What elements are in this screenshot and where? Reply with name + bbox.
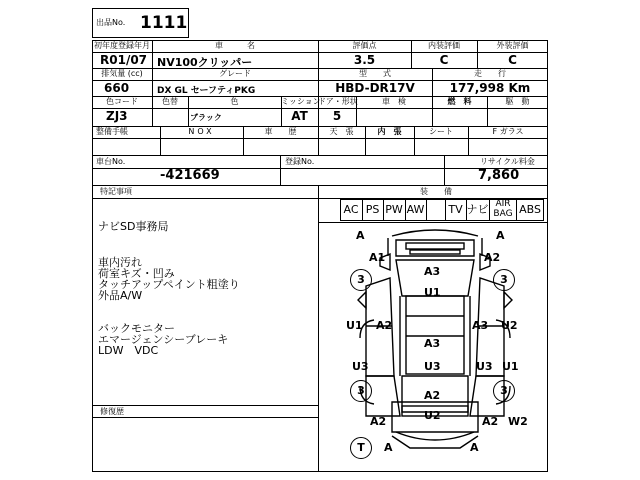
damage-mark: A — [356, 229, 365, 242]
color-label: 色 — [230, 97, 239, 106]
note-line: タッチアップペイント粗塗り — [98, 278, 240, 291]
mission-label: ミッション — [281, 97, 321, 106]
repair-history-label: 修復歴 — [100, 407, 124, 416]
fuel-label: 燃 料 — [447, 97, 472, 106]
first-registration: R01/07 — [100, 53, 148, 67]
color-change-label: 色替 — [162, 97, 178, 106]
exterior-score-label: 外装評価 — [496, 41, 529, 50]
note-line: 車内汚れ — [98, 256, 142, 269]
history-label: 車 歴 — [264, 127, 297, 136]
note-line: ナビSD事務局 — [98, 220, 169, 233]
exterior-grade: C — [508, 53, 517, 67]
model-label: 型 式 — [359, 69, 391, 78]
damage-mark: A2 — [370, 415, 387, 428]
damage-mark: A2 — [376, 319, 393, 332]
note-line: LDW VDC — [98, 344, 159, 357]
damage-mark: W2 — [508, 415, 528, 428]
damage-mark: A2 — [424, 389, 441, 402]
interior-lining-label: 内 張 — [377, 127, 402, 136]
mileage-label: 走 行 — [474, 69, 506, 78]
nox-label: NOX — [188, 127, 215, 136]
equip-tv: TV — [448, 203, 463, 216]
displacement: 660 — [104, 81, 130, 95]
damage-mark: U1 — [346, 319, 363, 332]
circled-mark: T — [350, 437, 372, 459]
chassis-label: 車台No. — [96, 157, 126, 166]
damage-mark: A — [496, 229, 505, 242]
damage-mark: A3 — [424, 337, 441, 350]
color: ブラック — [190, 113, 222, 122]
damage-mark: U1 — [502, 360, 519, 373]
model-code: HBD-DR17V — [335, 81, 415, 95]
doors: 5 — [332, 109, 342, 123]
damage-mark: A — [470, 441, 479, 454]
circled-mark: 3 — [493, 380, 515, 402]
grade: DX GL セーフティPKG — [157, 86, 256, 96]
circled-mark: 3 — [350, 269, 372, 291]
damage-mark: U2 — [424, 409, 441, 422]
equip-abs: ABS — [519, 203, 541, 216]
circled-mark: 3 — [350, 380, 372, 402]
registration-label: 登録No. — [285, 157, 315, 166]
damage-mark: U3 — [424, 360, 441, 373]
name-label: 車 名 — [215, 41, 255, 50]
manual-label: 整備手帳 — [96, 127, 128, 136]
glass-label: F ガラス — [492, 127, 524, 136]
damage-mark: U3 — [476, 360, 493, 373]
seat-label: シート — [429, 127, 453, 136]
note-line: エマージェンシーブレーキ — [98, 333, 229, 346]
damage-mark: A — [384, 441, 393, 454]
note-line: 外品A/W — [98, 289, 143, 302]
damage-mark: A2 — [482, 415, 499, 428]
ceiling-label: 天 張 — [329, 127, 354, 136]
damage-mark: U1 — [424, 286, 441, 299]
color-code: ZJ3 — [106, 109, 128, 123]
damage-mark: A1 — [369, 251, 386, 264]
car-name: NV100クリッパー — [157, 56, 253, 69]
equip-airbag: AIR BAG — [493, 199, 513, 219]
damage-mark: A2 — [484, 251, 501, 264]
damage-mark: A3 — [424, 265, 441, 278]
displacement-label: 排気量 (cc) — [101, 69, 143, 78]
notes-label: 特記事項 — [100, 187, 132, 196]
lot-label: 出品No. — [96, 18, 126, 27]
note-line: バックモニター — [98, 322, 175, 335]
inspection-label: 車 検 — [382, 97, 406, 106]
damage-mark: U2 — [501, 319, 518, 332]
chassis-number: -421669 — [160, 168, 220, 183]
lot-number: 1111 — [140, 13, 188, 33]
equip-pw: PW — [385, 203, 403, 216]
note-line: 荷室キズ・凹み — [98, 267, 175, 280]
equipment-label: 装 備 — [420, 187, 452, 196]
damage-mark: A3 — [472, 319, 489, 332]
door-shape-label: ドア・形状 — [318, 97, 358, 106]
year-label: 初年度登録年月 — [94, 41, 150, 50]
equip-ac: AC — [343, 203, 359, 216]
mileage: 177,998 Km — [449, 81, 531, 95]
drive-label: 駆 動 — [505, 97, 530, 106]
mission: AT — [291, 109, 308, 123]
color-code-label: 色コード — [106, 97, 138, 106]
evaluation-score: 3.5 — [353, 53, 376, 67]
equip-aw: AW — [406, 203, 425, 216]
interior-score-label: 内装評価 — [428, 41, 460, 50]
score-label: 評価点 — [352, 41, 377, 50]
circled-mark: 3 — [493, 269, 515, 291]
grade-label: グレード — [219, 69, 251, 78]
interior-grade: C — [439, 53, 449, 67]
equip-navi: ナビ — [466, 203, 489, 216]
recycle-label: リサイクル料金 — [480, 157, 535, 166]
recycle-fee: 7,860 — [478, 168, 520, 183]
damage-mark: U3 — [352, 360, 369, 373]
equip-ps: PS — [365, 203, 380, 216]
